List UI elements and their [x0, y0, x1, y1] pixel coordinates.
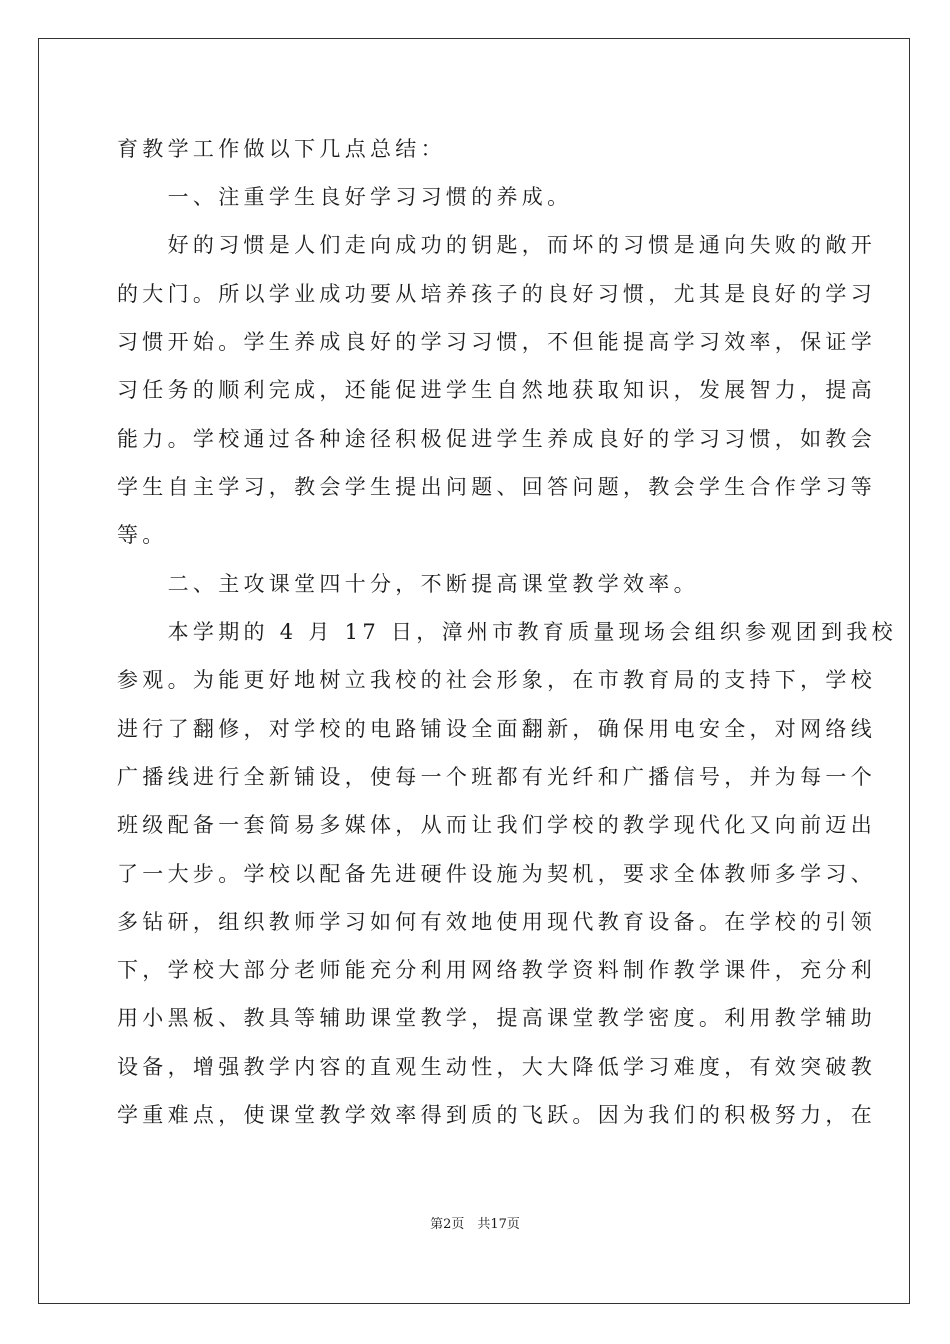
body-line: 学重难点，使课堂教学效率得到质的飞跃。因为我们的积极努力，在 — [117, 1103, 876, 1127]
body-line: 学生自主学习，教会学生提出问题、回答问题，教会学生合作学习等 — [117, 475, 876, 499]
body-line: 多钻研，组织教师学习如何有效地使用现代教育设备。在学校的引领 — [117, 910, 876, 934]
body-line: 设备，增强教学内容的直观生动性，大大降低学习难度，有效突破教 — [117, 1055, 876, 1079]
body-line: 进行了翻修，对学校的电路铺设全面翻新，确保用电安全，对网络线 — [117, 717, 876, 741]
body-line: 参观。为能更好地树立我校的社会形象，在市教育局的支持下，学校 — [117, 668, 876, 692]
body-line: 习惯开始。学生养成良好的学习习惯，不但能提高学习效率，保证学 — [117, 330, 876, 354]
body-line: 班级配备一套简易多媒体，从而让我们学校的教学现代化又向前迈出 — [117, 813, 876, 837]
page-number-footer: 第2页 共17页 — [430, 1217, 520, 1232]
body-line: 习任务的顺利完成，还能促进学生自然地获取知识，发展智力，提高 — [117, 378, 876, 402]
body-line: 了一大步。学校以配备先进硬件设施为契机，要求全体教师多学习、 — [117, 862, 876, 886]
body-line: 广播线进行全新铺设，使每一个班都有光纤和广播信号，并为每一个 — [117, 765, 876, 789]
body-line: 育教学工作做以下几点总结： — [117, 137, 446, 161]
body-line: 好的习惯是人们走向成功的钥匙，而坏的习惯是通向失败的敞开 — [117, 233, 876, 257]
body-line: 下，学校大部分老师能充分利用网络教学资料制作教学课件，充分利 — [117, 958, 876, 982]
section-heading: 二、主攻课堂四十分，不断提高课堂教学效率。 — [117, 572, 699, 596]
body-line: 本学期的 4 月 17 日，漳州市教育质量现场会组织参观团到我校 — [117, 620, 897, 644]
body-line: 能力。学校通过各种途径积极促进学生养成良好的学习习惯，如教会 — [117, 427, 876, 451]
body-line: 的大门。所以学业成功要从培养孩子的良好习惯，尤其是良好的学习 — [117, 282, 876, 306]
section-heading: 一、注重学生良好学习习惯的养成。 — [117, 185, 573, 209]
body-line: 用小黑板、教具等辅助课堂教学，提高课堂教学密度。利用教学辅助 — [117, 1006, 876, 1030]
body-line: 等。 — [117, 523, 168, 547]
